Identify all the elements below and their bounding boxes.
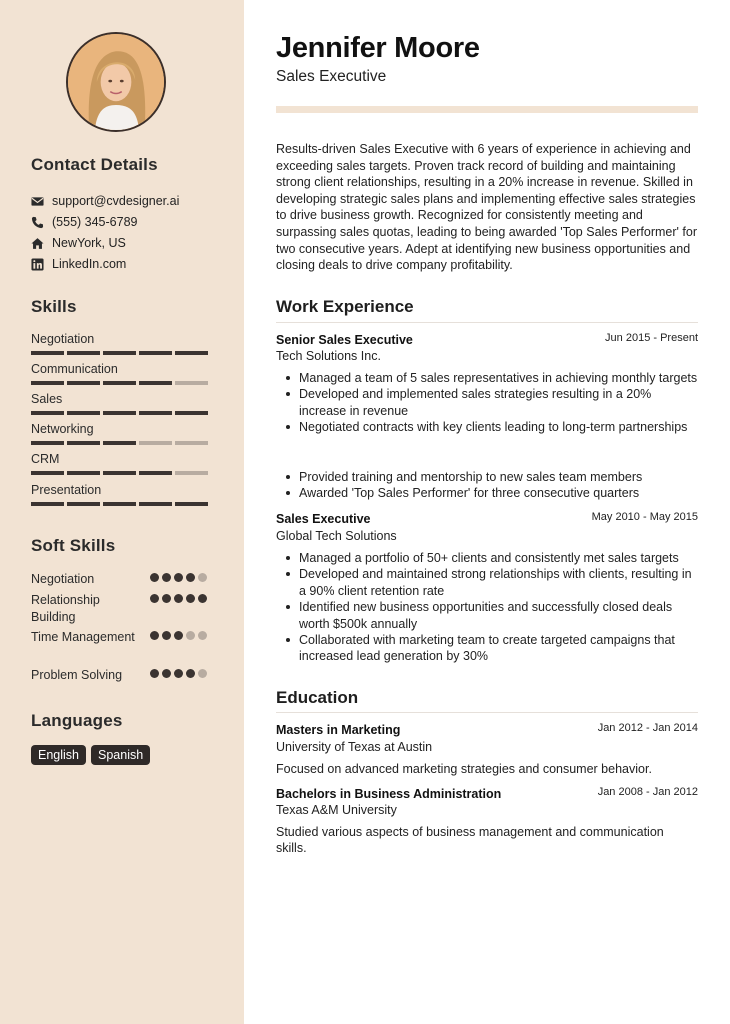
skill-level-segment [139, 351, 172, 355]
rating-dot [162, 573, 171, 582]
skill-level-segment [67, 381, 100, 385]
rating-dot [174, 631, 183, 640]
rating-dot [162, 594, 171, 603]
education-heading: Education [276, 688, 359, 707]
soft-skill-item [31, 571, 213, 588]
skill-level-bar [31, 441, 213, 445]
skill-level-segment [175, 351, 208, 355]
skill-level-bar [31, 351, 213, 355]
education-description: Focused on advanced marketing strategies and consumer behavior. [276, 762, 652, 776]
experience-heading: Work Experience [276, 297, 414, 316]
skill-item [31, 422, 213, 445]
skill-level-segment [67, 471, 100, 475]
skill-level-segment [103, 471, 136, 475]
section-divider [276, 322, 698, 323]
rating-dot [186, 573, 195, 582]
list-item: Managed a portfolio of 50+ clients and consistently met sales targets [284, 550, 700, 566]
skill-level-segment [31, 441, 64, 445]
skill-level-segment [31, 381, 64, 385]
envelope-icon [31, 195, 44, 208]
skills-heading: Skills [31, 297, 77, 316]
languages-heading: Languages [31, 711, 123, 730]
skill-name: Communication [31, 362, 118, 376]
job-bullets [284, 469, 700, 502]
job-title: Sales Executive [276, 512, 371, 526]
school-name: Texas A&M University [276, 803, 397, 817]
contact-linkedin[interactable] [31, 255, 126, 273]
list-item: Awarded 'Top Sales Performer' for three consecutive quarters [284, 485, 700, 501]
contact-phone-text: (555) 345-6789 [52, 215, 138, 229]
list-item: Provided training and mentorship to new sales team members [284, 469, 700, 485]
skill-level-segment [139, 381, 172, 385]
skill-level-segment [67, 502, 100, 506]
skill-name: Sales [31, 392, 63, 406]
contact-heading: Contact Details [31, 155, 158, 174]
profile-summary: Results-driven Sales Executive with 6 years of experience in achieving and exceeding sales targets. Proven track record of building and maintaining strong client relationships, resulting in a 20% increase in revenue. Skilled in developing strategic sales plans and implementing effective sales strategies to drive business growth. Recognized for consistently meeting and surpassing sales quotas, leading to being awarded 'Top Sales Performer' for two consecutive years. Adept at identifying new business opportunities and closing deals to drive company profitability. [276, 142, 697, 273]
skill-level-segment [31, 471, 64, 475]
list-item: Identified new business opportunities and successfully closed deals worth $500k annually [284, 599, 700, 632]
skill-level-bar [31, 471, 213, 475]
contact-linkedin-text: LinkedIn.com [52, 257, 127, 271]
home-icon [31, 237, 44, 250]
contact-phone[interactable] [31, 213, 137, 231]
avatar [68, 34, 164, 130]
job-bullets [284, 370, 700, 436]
soft-skill-rating [150, 669, 210, 678]
skill-level-segment [175, 411, 208, 415]
skill-item [31, 332, 213, 355]
education-date: Jan 2008 - Jan 2012 [597, 786, 698, 798]
list-item: Managed a team of 5 sales representatives in achieving monthly targets [284, 370, 700, 386]
rating-dot [162, 669, 171, 678]
skill-name: Networking [31, 422, 94, 436]
soft-skill-name: Negotiation [31, 572, 95, 586]
contact-email-text: support@cvdesigner.ai [52, 194, 180, 208]
profile-photo [66, 32, 166, 132]
degree-title: Bachelors in Business Administration [276, 787, 502, 801]
language-badge: English [31, 745, 86, 765]
education-date: Jan 2012 - Jan 2014 [597, 722, 698, 734]
skill-level-segment [175, 381, 208, 385]
skill-level-segment [139, 502, 172, 506]
soft-skill-name: Relationship Building [31, 593, 100, 624]
soft-skill-rating [150, 594, 210, 603]
language-badge: Spanish [91, 745, 150, 765]
job-company: Global Tech Solutions [276, 529, 397, 543]
skill-name: CRM [31, 452, 60, 466]
skill-level-segment [31, 411, 64, 415]
contact-email[interactable] [31, 192, 179, 210]
rating-dot [186, 594, 195, 603]
job-bullets [284, 550, 700, 665]
job-title: Senior Sales Executive [276, 333, 413, 347]
skill-level-segment [175, 502, 208, 506]
rating-dot [150, 594, 159, 603]
candidate-role: Sales Executive [276, 68, 387, 85]
rating-dot [174, 594, 183, 603]
rating-dot [150, 573, 159, 582]
rating-dot [198, 669, 207, 678]
skill-level-segment [139, 441, 172, 445]
soft-skill-item [31, 667, 213, 684]
soft-skill-rating [150, 631, 210, 640]
rating-dot [198, 594, 207, 603]
contact-location-text: NewYork, US [52, 236, 126, 250]
phone-icon [31, 216, 44, 229]
rating-dot [186, 631, 195, 640]
skill-item [31, 483, 213, 506]
skill-level-segment [139, 411, 172, 415]
job-date: Jun 2015 - Present [605, 332, 698, 344]
skill-level-segment [67, 351, 100, 355]
skill-level-bar [31, 411, 213, 415]
skill-item [31, 392, 213, 415]
accent-divider [276, 106, 698, 113]
skill-item [31, 362, 213, 385]
main-content [244, 0, 730, 1024]
soft-skill-item [31, 629, 213, 646]
skill-level-segment [139, 471, 172, 475]
rating-dot [186, 669, 195, 678]
school-name: University of Texas at Austin [276, 740, 433, 754]
skill-level-segment [103, 441, 136, 445]
list-item: Collaborated with marketing team to create targeted campaigns that increased lead generation by 30% [284, 632, 700, 665]
skill-level-bar [31, 502, 213, 506]
skill-level-segment [103, 351, 136, 355]
job-date: May 2010 - May 2015 [591, 511, 698, 523]
rating-dot [162, 631, 171, 640]
skill-level-segment [103, 411, 136, 415]
degree-title: Masters in Marketing [276, 723, 401, 737]
rating-dot [198, 573, 207, 582]
skill-level-segment [175, 441, 208, 445]
rating-dot [174, 573, 183, 582]
skill-level-segment [103, 502, 136, 506]
linkedin-icon [31, 258, 44, 271]
rating-dot [174, 669, 183, 678]
rating-dot [150, 631, 159, 640]
rating-dot [150, 669, 159, 678]
soft-skill-rating [150, 573, 210, 582]
skill-item [31, 452, 213, 475]
education-description: Studied various aspects of business management and communication skills. [276, 825, 664, 856]
skill-name: Negotiation [31, 332, 95, 346]
soft-skills-heading: Soft Skills [31, 536, 116, 555]
soft-skill-name: Time Management [31, 630, 135, 644]
skill-level-segment [67, 441, 100, 445]
soft-skill-item [31, 592, 213, 626]
job-company: Tech Solutions Inc. [276, 349, 381, 363]
candidate-name: Jennifer Moore [276, 32, 480, 64]
skill-level-segment [31, 502, 64, 506]
contact-location [31, 234, 126, 252]
skill-level-segment [67, 411, 100, 415]
skill-level-segment [175, 471, 208, 475]
skill-level-bar [31, 381, 213, 385]
list-item: Negotiated contracts with key clients leading to long-term partnerships [284, 419, 700, 435]
skill-name: Presentation [31, 483, 102, 497]
soft-skill-name: Problem Solving [31, 668, 123, 682]
skill-level-segment [31, 351, 64, 355]
skill-level-segment [103, 381, 136, 385]
rating-dot [198, 631, 207, 640]
list-item: Developed and implemented sales strategies resulting in a 20% increase in revenue [284, 386, 700, 419]
section-divider [276, 712, 698, 713]
sidebar [0, 0, 244, 1024]
languages-list [31, 745, 155, 765]
list-item: Developed and maintained strong relationships with clients, resulting in a 90% client retention rate [284, 566, 700, 599]
